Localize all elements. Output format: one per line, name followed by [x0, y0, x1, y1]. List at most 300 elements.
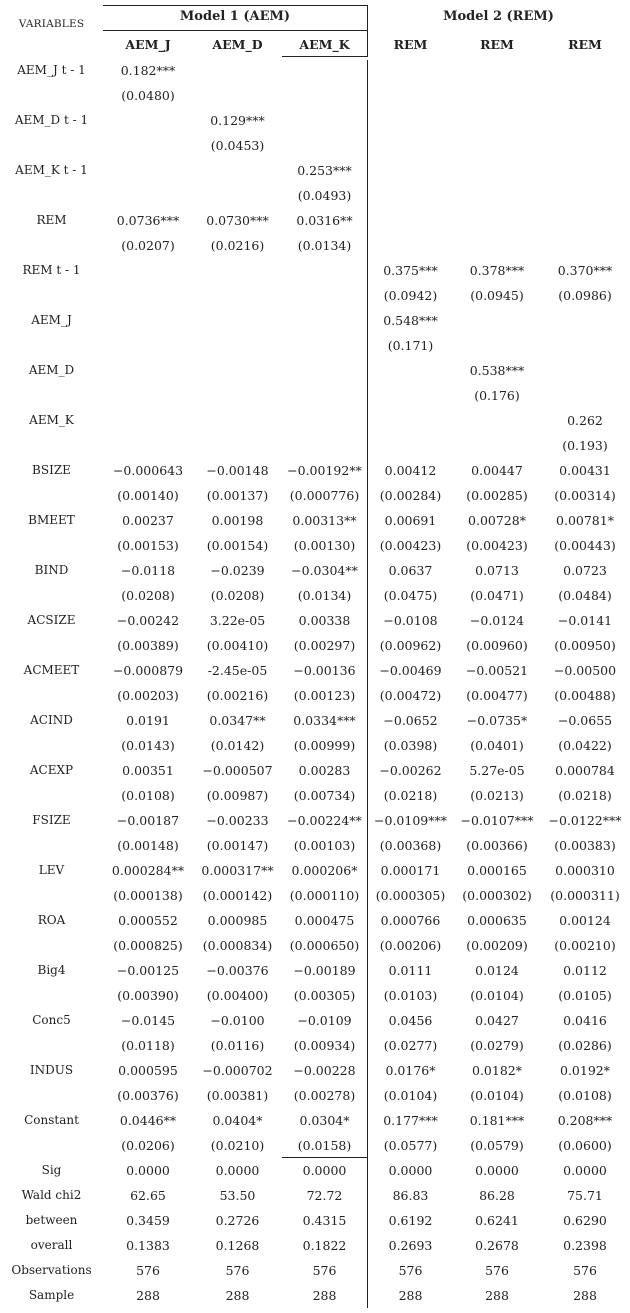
table-row	[0, 1133, 630, 1158]
table-cell: (0.00210)	[554, 938, 616, 953]
table-cell: −0.0118	[120, 563, 176, 578]
table-cell: 0.00124	[559, 913, 611, 928]
table-cell	[454, 208, 540, 233]
row-label: Sample	[28, 1288, 75, 1302]
table-row	[0, 583, 630, 608]
table-cell: 576	[398, 1263, 423, 1278]
table-cell: (0.0143)	[121, 738, 175, 753]
table-cell: (0.0210)	[210, 1138, 265, 1153]
table-cell: 0.253***	[297, 163, 352, 178]
table-cell: (0.00376)	[117, 1088, 179, 1103]
aem-k-header-rule	[282, 56, 367, 57]
table-cell: (0.00203)	[117, 688, 179, 703]
table-row	[0, 108, 630, 133]
row-label	[0, 433, 103, 458]
table-cell: (0.00154)	[206, 538, 269, 553]
table-cell: (0.00209)	[466, 938, 528, 953]
table-row	[0, 283, 630, 308]
table-cell: 0.0111	[388, 963, 433, 978]
table-cell: 0.0182*	[472, 1063, 522, 1078]
row-label: ACSIZE	[27, 613, 76, 627]
table-cell: (0.00999)	[293, 738, 356, 753]
column-header: AEM_K	[299, 37, 350, 52]
table-row	[0, 483, 630, 508]
table-cell: -2.45e-05	[207, 663, 268, 678]
table-cell: 0.0000	[475, 1163, 519, 1178]
table-cell: 86.83	[392, 1188, 429, 1203]
table-row	[0, 833, 630, 858]
table-cell: (0.00103)	[293, 838, 356, 853]
table-cell: 576	[225, 1263, 250, 1278]
table-cell: (0.0208)	[210, 588, 265, 603]
table-cell: (0.00216)	[206, 688, 269, 703]
table-cell: (0.0118)	[121, 1038, 175, 1053]
table-cell: (0.00153)	[117, 538, 179, 553]
table-row	[0, 308, 630, 333]
table-cell: −0.0655	[557, 713, 613, 728]
table-cell	[367, 83, 454, 108]
table-cell	[282, 433, 367, 458]
table-cell: 0.000552	[118, 913, 178, 928]
table-row	[0, 708, 630, 733]
table-cell: (0.0942)	[383, 288, 438, 303]
table-cell: 0.000595	[118, 1063, 178, 1078]
table-row	[0, 58, 630, 83]
row-label: between	[25, 1213, 78, 1227]
table-cell: 0.4315	[302, 1213, 347, 1228]
table-cell: 0.00691	[384, 513, 437, 528]
table-cell: 576	[136, 1263, 160, 1278]
table-cell: (0.176)	[474, 388, 520, 403]
row-label	[0, 83, 103, 108]
table-cell: 0.182***	[120, 63, 176, 78]
table-cell: 3.22e-05	[209, 613, 266, 628]
table-cell: (0.00305)	[293, 988, 356, 1003]
table-row	[0, 83, 630, 108]
row-label	[0, 383, 103, 408]
table-cell	[193, 283, 282, 308]
row-label: LEV	[38, 863, 65, 877]
table-cell: 0.6192	[388, 1213, 433, 1228]
model1-top-rule	[103, 5, 367, 6]
table-cell: (0.0207)	[121, 238, 175, 253]
table-cell: −0.0141	[557, 613, 613, 628]
table-row	[0, 183, 630, 208]
table-cell: 0.375***	[383, 263, 438, 278]
table-cell	[367, 208, 454, 233]
table-cell: 0.1383	[126, 1238, 170, 1253]
table-row	[0, 958, 630, 983]
table-cell: −0.000507	[202, 763, 273, 778]
table-cell	[540, 158, 630, 183]
table-cell: 0.000284**	[111, 863, 185, 878]
table-cell: (0.193)	[562, 438, 608, 453]
row-label: ROA	[37, 913, 66, 927]
table-cell	[367, 433, 454, 458]
table-cell: 0.00412	[384, 463, 437, 478]
table-row	[0, 408, 630, 433]
table-cell: (0.000650)	[289, 938, 360, 953]
table-cell: −0.0108	[383, 613, 438, 628]
table-cell	[367, 233, 454, 258]
table-cell: (0.0579)	[470, 1138, 524, 1153]
row-label	[0, 1133, 103, 1158]
row-label	[0, 233, 103, 258]
table-cell	[540, 208, 630, 233]
table-cell: 0.00447	[471, 463, 523, 478]
table-cell	[454, 58, 540, 83]
table-cell: 0.208***	[557, 1113, 613, 1128]
row-label	[0, 683, 103, 708]
table-cell: −0.0122***	[548, 813, 622, 828]
table-cell: −0.0100	[210, 1013, 265, 1028]
table-cell: −0.00262	[379, 763, 442, 778]
table-cell: 0.000310	[555, 863, 615, 878]
table-cell	[282, 283, 367, 308]
table-cell: (0.0600)	[558, 1138, 612, 1153]
table-cell	[193, 333, 282, 358]
row-label: ACIND	[30, 713, 73, 727]
table-cell: 0.0124	[475, 963, 519, 978]
table-cell: 0.000766	[380, 913, 441, 928]
table-cell: (0.00962)	[379, 638, 442, 653]
row-label: Observations	[11, 1263, 92, 1277]
table-row	[0, 1183, 630, 1208]
table-cell: 0.3459	[126, 1213, 170, 1228]
table-cell: 0.0736***	[116, 213, 180, 228]
table-cell: 0.000475	[294, 913, 355, 928]
table-cell: (0.000776)	[289, 488, 360, 503]
table-cell: (0.0945)	[470, 288, 524, 303]
row-label: BSIZE	[32, 463, 71, 477]
table-cell: (0.0286)	[558, 1038, 612, 1053]
table-cell	[282, 83, 367, 108]
table-cell: 0.177***	[383, 1113, 438, 1128]
table-row	[0, 1283, 630, 1308]
table-cell: 0.548***	[383, 313, 438, 328]
table-cell	[193, 383, 282, 408]
table-cell	[282, 108, 367, 133]
row-label: AEM_D t - 1	[14, 113, 89, 127]
table-cell: −0.00189	[293, 963, 356, 978]
table-row	[0, 733, 630, 758]
row-label	[0, 183, 103, 208]
table-cell: 0.00338	[298, 613, 351, 628]
row-label: AEM_D	[28, 363, 75, 377]
table-cell: (0.0134)	[297, 238, 352, 253]
table-cell	[103, 183, 193, 208]
table-cell: 0.00283	[298, 763, 351, 778]
table-cell: 0.0000	[215, 1163, 260, 1178]
table-cell: −0.000643	[112, 463, 184, 478]
table-cell: (0.0453)	[210, 138, 265, 153]
model1-bottom-rule	[103, 30, 367, 31]
table-cell	[367, 133, 454, 158]
table-cell: (0.00130)	[293, 538, 356, 553]
table-cell: −0.00228	[293, 1063, 356, 1078]
table-row	[0, 458, 630, 483]
table-cell: −0.0304**	[291, 563, 358, 578]
row-label: AEM_K	[29, 413, 74, 427]
table-cell	[103, 358, 193, 383]
table-cell	[103, 333, 193, 358]
table-cell: (0.0216)	[210, 238, 265, 253]
table-row	[0, 983, 630, 1008]
column-header-row	[0, 32, 630, 57]
table-row	[0, 1008, 630, 1033]
column-header: AEM_J	[125, 37, 171, 52]
table-row	[0, 158, 630, 183]
table-cell	[103, 383, 193, 408]
table-cell	[103, 108, 193, 133]
row-label: ACEXP	[29, 763, 74, 777]
table-cell: 0.262	[567, 413, 603, 428]
table-cell: 53.50	[219, 1188, 256, 1203]
table-cell: −0.0735*	[466, 713, 528, 728]
table-cell	[193, 158, 282, 183]
row-label	[0, 833, 103, 858]
table-row	[0, 383, 630, 408]
column-header: REM	[568, 37, 602, 52]
table-cell	[193, 183, 282, 208]
table-cell	[282, 258, 367, 283]
table-cell: 0.2678	[475, 1238, 519, 1253]
row-label: ACMEET	[23, 663, 80, 677]
table-row	[0, 233, 630, 258]
model1-header: Model 1 (AEM)	[179, 9, 291, 24]
table-cell: (0.00381)	[206, 1088, 269, 1103]
table-cell	[282, 58, 367, 83]
table-cell: (0.000305)	[375, 888, 446, 903]
table-cell: (0.00443)	[554, 538, 616, 553]
table-cell: (0.0493)	[297, 188, 352, 203]
table-cell: 0.0427	[475, 1013, 519, 1028]
table-cell: 0.0000	[302, 1163, 347, 1178]
row-label: AEM_J	[31, 313, 72, 327]
table-cell: 0.0404*	[212, 1113, 263, 1128]
table-row	[0, 658, 630, 683]
table-cell: (0.000311)	[550, 888, 620, 903]
table-cell	[282, 358, 367, 383]
table-cell: 576	[312, 1263, 337, 1278]
row-label	[0, 633, 103, 658]
table-cell: 0.00351	[122, 763, 174, 778]
table-row	[0, 358, 630, 383]
table-cell: 0.00431	[559, 463, 611, 478]
table-cell: 0.538***	[469, 363, 525, 378]
table-cell: 0.0723	[563, 563, 607, 578]
table-cell: 62.65	[130, 1188, 166, 1203]
table-cell: −0.00136	[293, 663, 356, 678]
table-cell	[367, 108, 454, 133]
table-cell: (0.0471)	[470, 588, 524, 603]
table-row	[0, 558, 630, 583]
table-cell: (0.000110)	[289, 888, 360, 903]
table-cell: 0.0637	[388, 563, 433, 578]
row-label	[0, 783, 103, 808]
table-cell: (0.171)	[387, 338, 434, 353]
table-cell: 0.1268	[215, 1238, 260, 1253]
table-cell	[103, 283, 193, 308]
table-cell	[540, 108, 630, 133]
table-cell: 0.0191	[126, 713, 170, 728]
table-cell	[454, 233, 540, 258]
table-cell	[454, 433, 540, 458]
table-cell	[367, 358, 454, 383]
table-cell	[367, 383, 454, 408]
table-cell	[103, 158, 193, 183]
table-cell: 0.2726	[215, 1213, 260, 1228]
table-cell: 0.0347**	[209, 713, 266, 728]
table-cell	[540, 233, 630, 258]
row-label: Conc5	[32, 1013, 71, 1027]
table-cell	[367, 183, 454, 208]
table-row	[0, 858, 630, 883]
table-row	[0, 1083, 630, 1108]
row-label	[0, 133, 103, 158]
table-cell: (0.0422)	[558, 738, 612, 753]
table-cell: (0.00140)	[117, 488, 179, 503]
table-row	[0, 508, 630, 533]
table-row	[0, 908, 630, 933]
row-label	[0, 1033, 103, 1058]
table-cell: (0.000302)	[462, 888, 532, 903]
table-cell	[540, 183, 630, 208]
table-cell	[103, 133, 193, 158]
table-row	[0, 1208, 630, 1233]
table-cell: 288	[312, 1288, 337, 1303]
header-separator	[367, 5, 368, 57]
table-cell	[367, 158, 454, 183]
table-cell: −0.000879	[112, 663, 184, 678]
table-cell	[540, 308, 630, 333]
table-row	[0, 1108, 630, 1133]
row-label	[0, 883, 103, 908]
table-cell: (0.0206)	[121, 1138, 175, 1153]
table-cell: 0.0176*	[385, 1063, 436, 1078]
row-label	[0, 333, 103, 358]
table-cell: 0.378***	[469, 263, 525, 278]
table-cell: −0.00242	[116, 613, 180, 628]
table-cell: (0.0218)	[558, 788, 612, 803]
table-cell: (0.00284)	[379, 488, 442, 503]
table-cell: 288	[225, 1288, 250, 1303]
table-cell: −0.0652	[383, 713, 438, 728]
row-label: Wald chi2	[21, 1188, 82, 1202]
table-cell: (0.00206)	[379, 938, 442, 953]
row-label	[0, 933, 103, 958]
table-cell: −0.00148	[206, 463, 269, 478]
table-cell: (0.00390)	[117, 988, 179, 1003]
table-cell: 0.2693	[388, 1238, 433, 1253]
table-cell: 0.0713	[475, 563, 519, 578]
table-cell: 86.28	[479, 1188, 515, 1203]
table-cell: 0.0334***	[293, 713, 356, 728]
table-cell: (0.0398)	[383, 738, 438, 753]
table-cell: 0.0446**	[119, 1113, 177, 1128]
table-cell: 0.0112	[563, 963, 607, 978]
row-label: AEM_J t - 1	[17, 63, 86, 77]
table-cell: (0.0108)	[121, 788, 175, 803]
row-label: overall	[30, 1238, 73, 1252]
column-header: REM	[480, 37, 514, 52]
table-cell: −0.00192**	[287, 463, 362, 478]
table-cell: 288	[136, 1288, 160, 1303]
table-cell: (0.00297)	[293, 638, 356, 653]
table-cell: 288	[398, 1288, 423, 1303]
table-cell: 0.0316**	[296, 213, 353, 228]
table-cell: 0.2398	[563, 1238, 607, 1253]
table-cell: (0.0213)	[470, 788, 524, 803]
table-cell: (0.00488)	[554, 688, 616, 703]
table-cell: 0.000206*	[291, 863, 358, 878]
row-label	[0, 533, 103, 558]
table-cell: −0.00469	[379, 663, 442, 678]
table-cell: (0.0480)	[121, 88, 175, 103]
table-cell: (0.0208)	[121, 588, 175, 603]
table-cell: (0.000142)	[202, 888, 273, 903]
table-cell	[540, 358, 630, 383]
table-cell: (0.0142)	[210, 738, 265, 753]
column-header: AEM_D	[212, 37, 263, 52]
table-row	[0, 933, 630, 958]
table-cell: (0.00137)	[206, 488, 269, 503]
table-cell: (0.00960)	[466, 638, 528, 653]
table-cell: 0.000635	[467, 913, 527, 928]
row-label	[0, 583, 103, 608]
table-cell: (0.0475)	[383, 588, 438, 603]
table-cell: (0.0484)	[558, 588, 612, 603]
table-cell: −0.00521	[465, 663, 529, 678]
table-cell	[540, 83, 630, 108]
table-row	[0, 1233, 630, 1258]
table-cell: 0.0304*	[299, 1113, 350, 1128]
table-cell	[454, 183, 540, 208]
table-cell: (0.0116)	[210, 1038, 265, 1053]
table-cell	[282, 133, 367, 158]
table-row	[0, 1033, 630, 1058]
table-cell: 0.000317**	[201, 863, 274, 878]
table-row	[0, 683, 630, 708]
table-cell	[103, 408, 193, 433]
model2-header: Model 2 (REM)	[443, 9, 554, 24]
table-cell: 72.72	[306, 1188, 343, 1203]
table-row	[0, 808, 630, 833]
table-cell: −0.00187	[116, 813, 180, 828]
table-cell: (0.00410)	[206, 638, 269, 653]
table-cell	[103, 308, 193, 333]
table-cell: 75.71	[567, 1188, 603, 1203]
table-cell	[193, 83, 282, 108]
row-label	[0, 1083, 103, 1108]
table-cell: (0.0103)	[383, 988, 438, 1003]
table-cell: −0.000702	[202, 1063, 273, 1078]
table-cell: −0.00500	[553, 663, 617, 678]
table-cell: (0.000138)	[113, 888, 183, 903]
table-cell: 0.000985	[207, 913, 268, 928]
table-cell: 0.00313**	[292, 513, 357, 528]
table-cell: −0.00224**	[287, 813, 362, 828]
table-cell	[454, 308, 540, 333]
table-cell: (0.0279)	[470, 1038, 524, 1053]
table-cell: 5.27e-05	[469, 763, 525, 778]
table-cell	[454, 158, 540, 183]
table-cell: 0.6241	[475, 1213, 519, 1228]
table-cell	[193, 58, 282, 83]
table-cell: 0.370***	[557, 263, 613, 278]
table-cell: (0.0986)	[558, 288, 612, 303]
table-cell: (0.00366)	[466, 838, 528, 853]
